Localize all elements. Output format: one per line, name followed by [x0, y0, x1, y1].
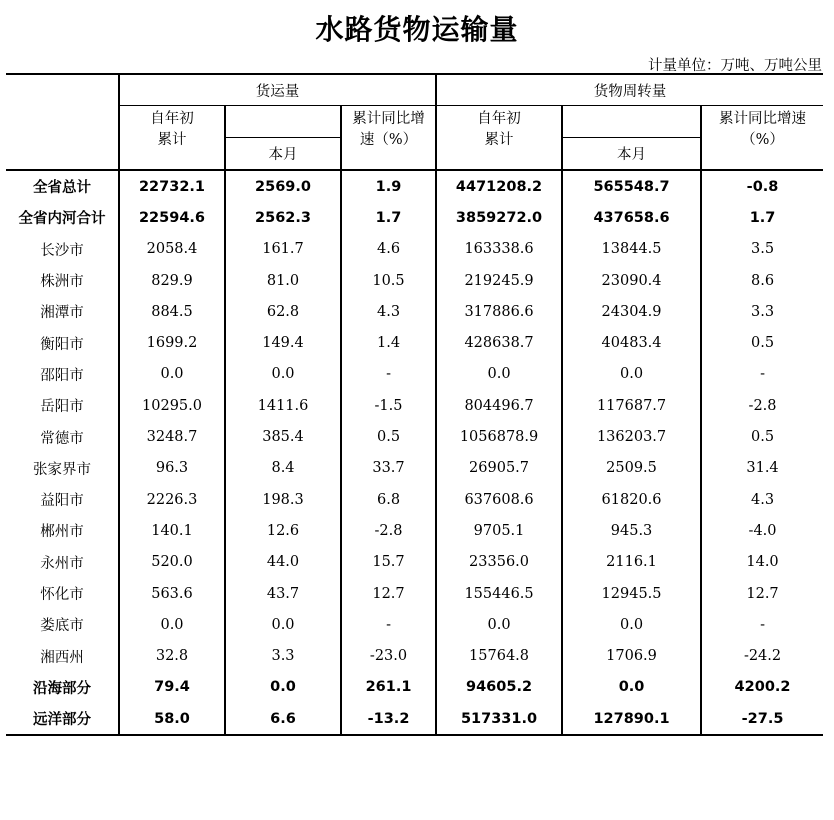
cell-ytd-cargo: 563.6 [119, 578, 225, 609]
cell-month-turnover: 2509.5 [562, 453, 701, 484]
cell-growth-cargo: 1.9 [341, 170, 436, 202]
cell-region-name: 全省内河合计 [18, 211, 106, 228]
cell-growth-cargo: 12.7 [341, 578, 436, 609]
cell-month-cargo: 81.0 [225, 265, 341, 296]
cell-growth-cargo: -2.8 [341, 515, 436, 546]
cell-ytd-cargo: 829.9 [119, 265, 225, 296]
cell-month-cargo: 6.6 [225, 703, 341, 735]
header-growth-turnover [701, 106, 823, 171]
cell-month-turnover: 1706.9 [562, 640, 701, 671]
cell-ytd-cargo: 22732.1 [119, 170, 225, 202]
table-row [6, 703, 823, 735]
table-row [6, 453, 823, 484]
cell-growth-turnover: 0.5 [701, 327, 823, 358]
cell-ytd-turnover: 94605.2 [436, 672, 562, 703]
cell-month-cargo: 1411.6 [225, 390, 341, 421]
table-row [6, 202, 823, 233]
header-ytd-line1: 自年初 [477, 110, 521, 127]
cell-month-cargo: 3.3 [225, 640, 341, 671]
cell-ytd-turnover: 3859272.0 [436, 202, 562, 233]
cell-ytd-turnover: 155446.5 [436, 578, 562, 609]
cell-growth-turnover: 14.0 [701, 547, 823, 578]
table-row [6, 265, 823, 296]
header-group-cargo: 货运量 [119, 74, 436, 106]
header-growth-line1: 累计同比增 [352, 110, 425, 127]
cell-growth-cargo: -1.5 [341, 390, 436, 421]
cell-growth-turnover: -0.8 [701, 170, 823, 202]
cell-region-name: 常德市 [40, 430, 84, 447]
cell-region-name: 长沙市 [40, 242, 84, 259]
unit-label: 计量单位：万吨、万吨公里 [648, 58, 822, 74]
page-title: 水路货物运输量 [315, 13, 519, 46]
cell-ytd-cargo: 2058.4 [119, 234, 225, 265]
cell-ytd-cargo: 0.0 [119, 359, 225, 390]
cell-month-cargo: 149.4 [225, 327, 341, 358]
header-ytd-line2: 累计 [157, 131, 187, 148]
cell-region-name: 益阳市 [40, 493, 84, 510]
cell-growth-cargo: 1.7 [341, 202, 436, 233]
cell-ytd-cargo: 10295.0 [119, 390, 225, 421]
cell-month-cargo: 8.4 [225, 453, 341, 484]
cell-growth-cargo: 15.7 [341, 547, 436, 578]
cell-month-cargo: 2562.3 [225, 202, 341, 233]
cell-ytd-turnover: 26905.7 [436, 453, 562, 484]
cell-month-cargo: 161.7 [225, 234, 341, 265]
header-growth-line1: 累计同比增速 [719, 110, 807, 127]
table-body [6, 170, 823, 735]
cell-growth-turnover: 12.7 [701, 578, 823, 609]
table-row [6, 609, 823, 640]
cell-growth-cargo: 261.1 [341, 672, 436, 703]
cell-ytd-turnover: 428638.7 [436, 327, 562, 358]
cell-growth-cargo: -13.2 [341, 703, 436, 735]
cell-month-cargo: 0.0 [225, 359, 341, 390]
cell-month-turnover: 945.3 [562, 515, 701, 546]
cell-growth-turnover: 8.6 [701, 265, 823, 296]
cell-month-turnover: 0.0 [562, 609, 701, 640]
cell-month-cargo: 198.3 [225, 484, 341, 515]
cell-growth-turnover: 4200.2 [701, 672, 823, 703]
cell-month-cargo: 0.0 [225, 672, 341, 703]
freight-table [6, 73, 823, 736]
cell-region-name: 郴州市 [40, 524, 84, 541]
cell-region-name: 怀化市 [40, 587, 84, 603]
cell-growth-cargo: -23.0 [341, 640, 436, 671]
cell-month-turnover: 0.0 [562, 359, 701, 390]
cell-growth-cargo: 1.4 [341, 327, 436, 358]
cell-month-cargo: 2569.0 [225, 170, 341, 202]
header-ytd-turnover [436, 106, 562, 171]
cell-growth-turnover: -27.5 [701, 703, 823, 735]
table-row [6, 359, 823, 390]
cell-growth-cargo: 6.8 [341, 484, 436, 515]
header-month-turnover: 本月 [562, 138, 701, 171]
header-group-turnover: 货物周转量 [436, 74, 823, 106]
cell-growth-turnover: -2.8 [701, 390, 823, 421]
cell-region-name: 沿海部分 [33, 680, 91, 697]
cell-growth-turnover: 0.5 [701, 421, 823, 452]
header-blank-cargo [225, 106, 341, 138]
cell-month-turnover: 40483.4 [562, 327, 701, 358]
cell-growth-turnover: 4.3 [701, 484, 823, 515]
cell-region-name: 湘潭市 [40, 305, 84, 322]
cell-ytd-turnover: 163338.6 [436, 234, 562, 265]
cell-month-cargo: 385.4 [225, 421, 341, 452]
cell-growth-cargo: 0.5 [341, 421, 436, 452]
cell-month-turnover: 2116.1 [562, 547, 701, 578]
cell-region-name: 岳阳市 [40, 399, 84, 416]
table-row [6, 296, 823, 327]
header-growth-line2: 速（%） [359, 131, 418, 148]
cell-month-turnover: 565548.7 [562, 170, 701, 202]
cell-growth-turnover: - [701, 359, 823, 390]
cell-ytd-cargo: 2226.3 [119, 484, 225, 515]
cell-growth-cargo: 33.7 [341, 453, 436, 484]
cell-ytd-cargo: 520.0 [119, 547, 225, 578]
cell-ytd-turnover: 0.0 [436, 359, 562, 390]
cell-month-turnover: 13844.5 [562, 234, 701, 265]
table-row [6, 484, 823, 515]
header-growth-cargo [341, 106, 436, 171]
cell-month-cargo: 0.0 [225, 609, 341, 640]
cell-growth-turnover: -24.2 [701, 640, 823, 671]
table-row [6, 170, 823, 202]
cell-region-name: 远洋部分 [6, 703, 119, 735]
table-row [6, 327, 823, 358]
cell-ytd-turnover: 15764.8 [436, 640, 562, 671]
cell-month-turnover: 127890.1 [562, 703, 701, 735]
cell-region-name: 张家界市 [33, 461, 91, 478]
cell-growth-cargo: 10.5 [341, 265, 436, 296]
cell-ytd-turnover: 637608.6 [436, 484, 562, 515]
cell-ytd-turnover: 517331.0 [436, 703, 562, 735]
cell-growth-turnover: 31.4 [701, 453, 823, 484]
cell-ytd-turnover: 1056878.9 [436, 421, 562, 452]
cell-month-cargo: 62.8 [225, 296, 341, 327]
header-ytd-line1: 自年初 [150, 110, 194, 127]
header-blank-turnover [562, 106, 701, 138]
cell-ytd-cargo: 0.0 [119, 609, 225, 640]
cell-growth-turnover: 1.7 [701, 202, 823, 233]
cell-month-turnover: 61820.6 [562, 484, 701, 515]
cell-ytd-turnover: 317886.6 [436, 296, 562, 327]
cell-growth-turnover: -4.0 [701, 515, 823, 546]
table-row [6, 672, 823, 703]
cell-region-name: 邵阳市 [40, 367, 84, 384]
cell-region-name: 株洲市 [40, 274, 84, 291]
header-ytd-line2: 累计 [484, 131, 514, 148]
cell-month-turnover: 437658.6 [562, 202, 701, 233]
cell-region-name: 湘西州 [40, 649, 84, 666]
cell-ytd-cargo: 79.4 [119, 672, 225, 703]
cell-region-name: 娄底市 [40, 618, 84, 635]
cell-ytd-cargo: 32.8 [119, 640, 225, 671]
cell-ytd-cargo: 1699.2 [119, 327, 225, 358]
header-region-cell [6, 74, 119, 170]
header-month-cargo: 本月 [225, 138, 341, 171]
cell-month-turnover: 23090.4 [562, 265, 701, 296]
cell-ytd-turnover: 219245.9 [436, 265, 562, 296]
cell-ytd-turnover: 23356.0 [436, 547, 562, 578]
cell-month-cargo: 43.7 [225, 578, 341, 609]
cell-ytd-cargo: 22594.6 [119, 202, 225, 233]
header-growth-line2: （%） [741, 131, 784, 148]
cell-ytd-turnover: 4471208.2 [436, 170, 562, 202]
cell-region-name: 全省总计 [33, 180, 91, 197]
cell-month-turnover: 12945.5 [562, 578, 701, 609]
cell-ytd-cargo: 140.1 [119, 515, 225, 546]
table-row [6, 640, 823, 671]
header-ytd-cargo [119, 106, 225, 171]
cell-growth-turnover: 3.5 [701, 234, 823, 265]
cell-growth-turnover: - [701, 609, 823, 640]
cell-growth-cargo: 4.3 [341, 296, 436, 327]
cell-growth-cargo: - [341, 609, 436, 640]
cell-month-turnover: 136203.7 [562, 421, 701, 452]
cell-month-cargo: 12.6 [225, 515, 341, 546]
cell-ytd-cargo: 58.0 [119, 703, 225, 735]
table-row [6, 515, 823, 546]
table-row [6, 421, 823, 452]
cell-month-turnover: 117687.7 [562, 390, 701, 421]
cell-growth-cargo: 4.6 [341, 234, 436, 265]
table-row [6, 234, 823, 265]
cell-month-turnover: 24304.9 [562, 296, 701, 327]
cell-growth-cargo: - [341, 359, 436, 390]
cell-ytd-cargo: 96.3 [119, 453, 225, 484]
table-row [6, 390, 823, 421]
cell-month-cargo: 44.0 [225, 547, 341, 578]
cell-ytd-turnover: 804496.7 [436, 390, 562, 421]
cell-region-name: 衡阳市 [40, 336, 84, 353]
cell-month-turnover: 0.0 [562, 672, 701, 703]
table-row [6, 547, 823, 578]
cell-ytd-cargo: 3248.7 [119, 421, 225, 452]
cell-ytd-turnover: 9705.1 [436, 515, 562, 546]
cell-growth-turnover: 3.3 [701, 296, 823, 327]
cell-region-name: 永州市 [40, 555, 84, 572]
cell-ytd-cargo: 884.5 [119, 296, 225, 327]
table-row [6, 578, 823, 609]
cell-ytd-turnover: 0.0 [436, 609, 562, 640]
